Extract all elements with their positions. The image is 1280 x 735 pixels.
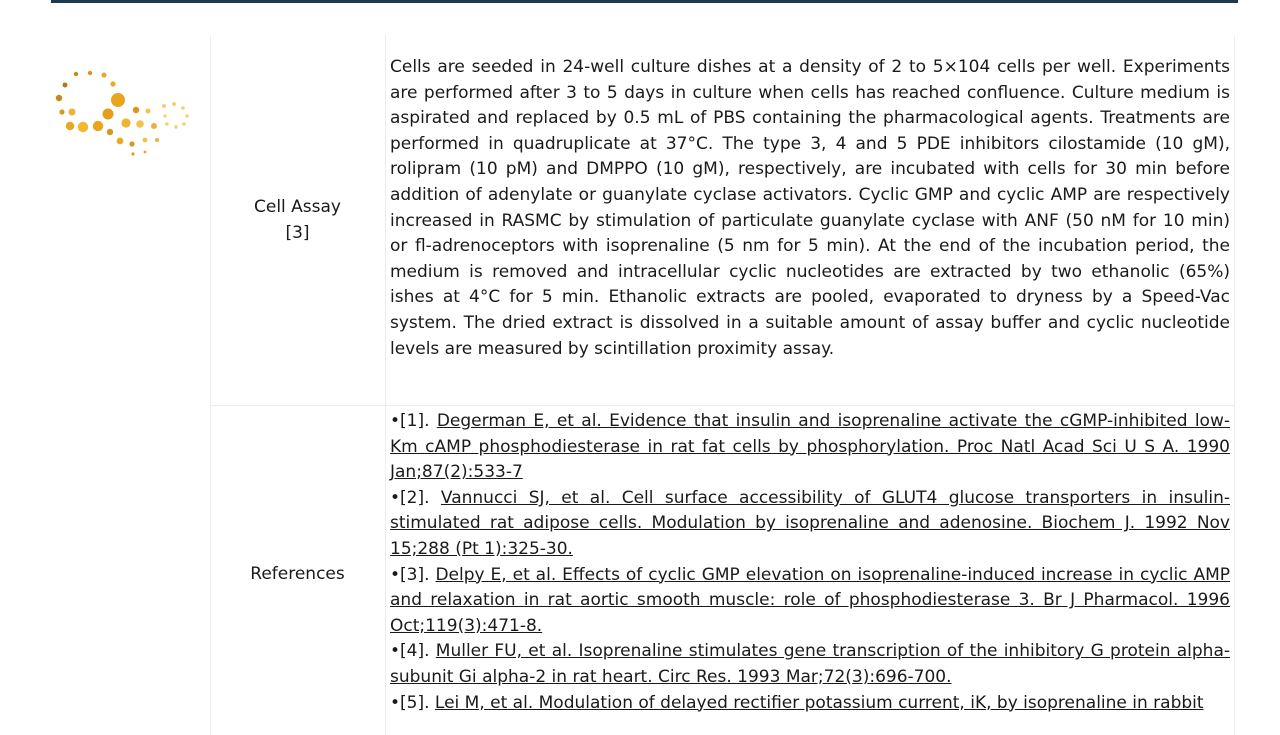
references-label-text: References	[250, 564, 345, 584]
reference-link-2[interactable]: Vannucci SJ, et al. Cell surface accessibility of GLUT4 glucose transporters in insulin-stimulated rat adipose cells. Modulation by isoprenaline and adenosine. Biochem J. 1992 Nov 15;288 (Pt 1):325-30.	[390, 487, 1230, 559]
reference-marker: •[4].	[390, 641, 430, 662]
references-label	[210, 562, 385, 588]
reference-item	[390, 563, 1230, 640]
gold-dots-logo-icon	[50, 66, 195, 156]
references-list	[390, 409, 1230, 716]
cell-assay-label	[210, 195, 385, 246]
reference-link-3[interactable]: Delpy E, et al. Effects of cyclic GMP elevation on isoprenaline-induced increase in cyclic AMP and relaxation in rat aortic smooth muscle: role of phosphodiesterase 3. Br J Pharmacol. 1996 Oct;119(3):471-8.	[390, 564, 1231, 636]
reference-marker: •[5].	[390, 692, 430, 713]
cell-assay-label-text: Cell Assay	[253, 197, 341, 217]
product-info-table	[210, 35, 1235, 735]
reference-item	[390, 639, 1230, 690]
table-row-divider	[210, 405, 1235, 406]
table-left-border	[210, 35, 211, 735]
reference-marker: •[1].	[390, 411, 430, 431]
reference-marker: •[3].	[390, 564, 430, 585]
reference-item	[390, 691, 1230, 717]
reference-marker: •[2].	[390, 487, 430, 508]
table-right-border	[1234, 35, 1235, 735]
cell-assay-content: Cells are seeded in 24-well culture dishes at a density of 2 to 5×104 cells per well. Experiments are performed after 3 to 5 days in culture when cells has reached confluence. Culture medium is aspirated and replaced by 0.5 mL of PBS containing the pharmacological agents. Treatments are performed in quadruplicate at 37°C. The type 3, 4 and 5 PDE inhibitors cilostamide (10 gM), rolipram (10 pM) and DMPPO (10 gM), respectively, are incubated with cells for 30 min before addition of adenylate or guanylate cyclase activators. Cyclic GMP and cyclic AMP are respectively increased in RASMC by stimulation of particulate guanylate cyclase with ANF (50 nM for 10 min) or fl-adrenoceptors with isoprenaline (5 nm for 5 min). At the end of the incubation period, the medium is removed and intracellular cyclic nucleotides are extracted by two ethanolic (65%) ishes at 4°C for 5 min. Ethanolic extracts are pooled, evaporated to dryness by a Speed-Vac system. The dried extract is dissolved in a suitable amount of assay buffer and cyclic nucleotide levels are measured by scintillation proximity assay.	[390, 57, 1230, 359]
reference-link-5[interactable]: Lei M, et al. Modulation of delayed rectifier potassium current, iK, by isoprenaline in rabbit	[434, 692, 1204, 713]
reference-link-1[interactable]: Degerman E, et al. Evidence that insulin and isoprenaline activate the cGMP-inhibited low-Km cAMP phosphodiesterase in rat fat cells by phosphorylation. Proc Natl Acad Sci U S A. 1990 Jan;87(2):533-7	[390, 411, 1230, 483]
reference-link-4[interactable]: Muller FU, et al. Isoprenaline stimulates gene transcription of the inhibitory G protein alpha-subunit Gi alpha-2 in rat heart. Circ Res. 1993 Mar;72(3):696-700.	[390, 641, 1231, 687]
table-column-divider	[385, 35, 386, 735]
cell-assay-ref-marker: [3]	[285, 222, 310, 243]
reference-item	[390, 409, 1230, 486]
reference-item	[390, 486, 1230, 563]
top-accent-bar	[51, 0, 1238, 3]
